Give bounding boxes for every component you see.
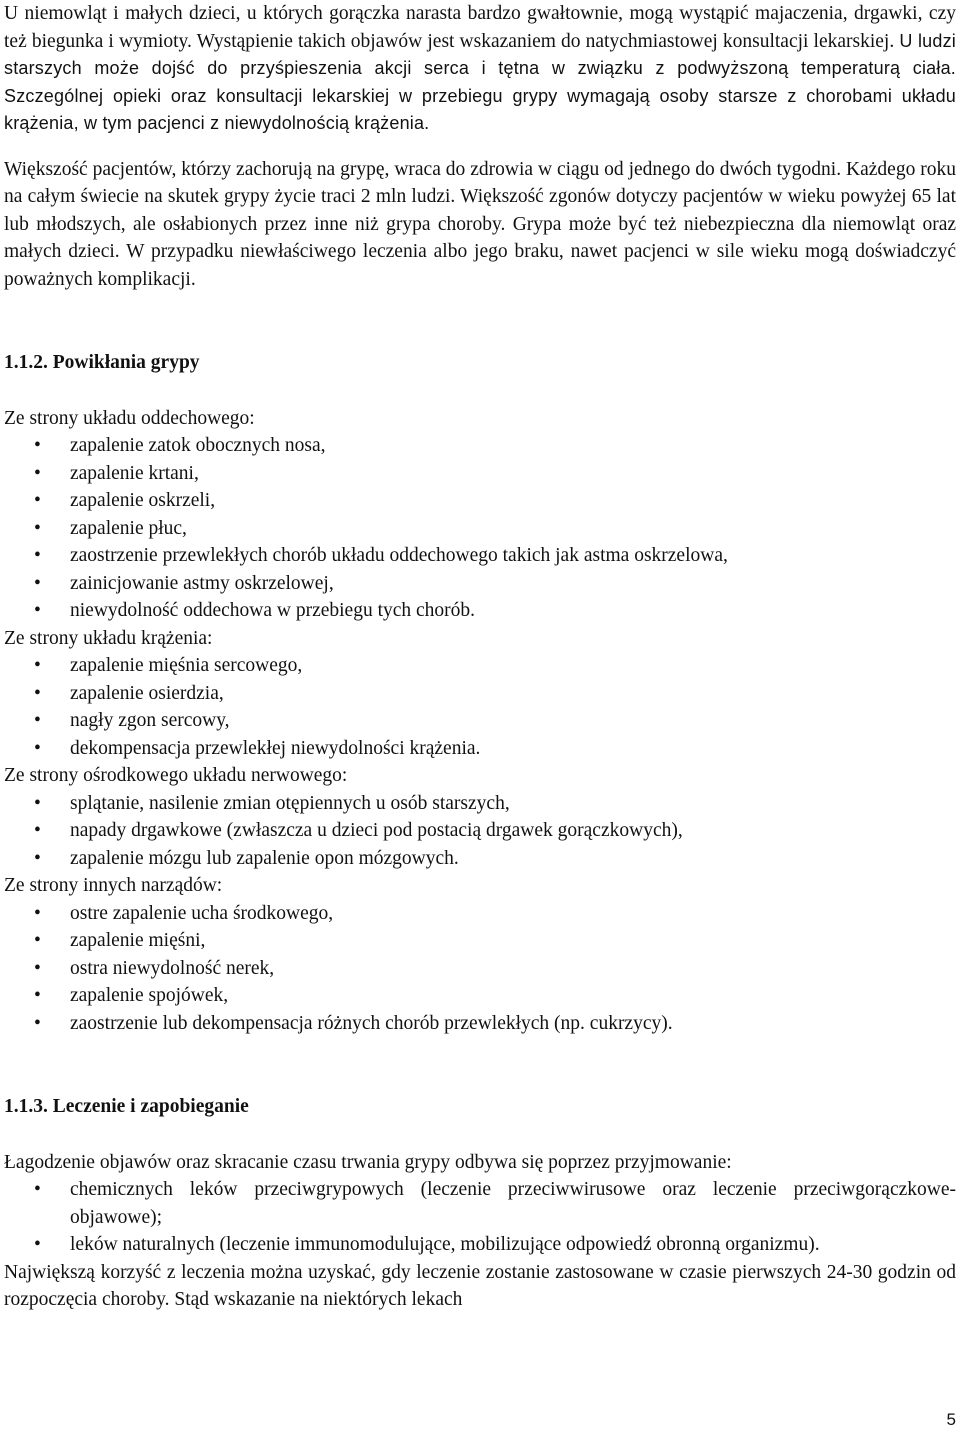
list-item: • splątanie, nasilenie zmian otępiennych u osób starszych, xyxy=(4,790,956,818)
treatment-list xyxy=(4,1176,956,1259)
bullet-icon: • xyxy=(34,490,41,511)
complications-group-respiratory xyxy=(4,405,956,625)
list-item: • zaostrzenie przewlekłych chorób układu oddechowego takich jak astma oskrzelowa, xyxy=(4,542,956,570)
spacer xyxy=(4,138,956,156)
list-item: • ostre zapalenie ucha środkowego, xyxy=(4,900,956,928)
complications-group-nervous xyxy=(4,762,956,872)
section-heading-complications: 1.1.2. Powikłania grypy xyxy=(4,352,200,373)
bullet-icon: • xyxy=(34,462,41,484)
group-title: Ze strony ośrodkowego układu nerwowego: xyxy=(4,765,348,786)
list-item: • niewydolność oddechowa w przebiegu tych chorób. xyxy=(4,597,956,625)
bullet-icon: • xyxy=(34,985,41,1006)
bullet-icon: • xyxy=(34,710,41,731)
bullet-icon: • xyxy=(34,655,41,676)
bullet-icon: • xyxy=(34,957,41,979)
bullet-icon: • xyxy=(34,517,41,539)
spacer xyxy=(4,293,956,349)
bullet-icon: • xyxy=(34,600,41,621)
bullet-icon: • xyxy=(34,930,41,951)
list-item: • zapalenie mózgu lub zapalenie opon mózgowych. xyxy=(4,845,956,873)
complications-group-other-organs xyxy=(4,872,956,1037)
document-page xyxy=(4,0,956,1314)
treatment-closing-paragraph: Największą korzyść z leczenia można uzyskać, gdy leczenie zostanie zastosowane w czasie pierwszych 24-30 godzin od rozpoczęcia choroby. Stąd wskazanie na niektórych lekach xyxy=(4,1261,956,1310)
bullet-icon: • xyxy=(34,1012,41,1034)
intro-infant-text: U niemowląt i małych dzieci, u których gorączka narasta bardzo gwałtownie, mogą wystąpić majaczenia, drgawki, czy też biegunka i wymioty. Wystąpienie takich objawów jest wskazaniem do natychmiastowej konsultacji lekarskiej. xyxy=(4,3,956,52)
bullet-icon: • xyxy=(34,545,41,566)
section-heading-treatment: 1.1.3. Leczenie i zapobieganie xyxy=(4,1096,249,1117)
bullet-icon: • xyxy=(34,1179,41,1200)
intro-elderly-text: U ludzi starszych może dojść do przyśpieszenia akcji serca i tętna w związku z podwyższoną temperaturą ciała. Szczególnej opieki oraz konsultacji lekarskiej w przebiegu grypy wymagają osoby starsze z chorobami układu krążenia, w tym pacjenci z niewydolnością krążenia. xyxy=(4,30,956,133)
list-item: • zapalenie mięśni, xyxy=(4,927,956,955)
list-item: • zapalenie krtani, xyxy=(4,460,956,488)
bullet-icon: • xyxy=(34,792,41,814)
list-item: • zainicjowanie astmy oskrzelowej, xyxy=(4,570,956,598)
list-item: • zapalenie zatok obocznych nosa, xyxy=(4,432,956,460)
intro-paragraph-2: Większość pacjentów, którzy zachorują na grypę, wraca do zdrowia w ciągu od jednego do dwóch tygodni. Każdego roku na całym świecie na skutek grypy życie traci 2 mln ludzi. Większość zgonów dotyczy pacjentów w wieku powyżej 65 lat lub młodszych, ale osłabionych przez inne niż grypa choroby. Grypa może być też niebezpieczna dla niemowląt oraz małych dzieci. W przypadku niewłaściwego leczenia albo jego braku, nawet pacjenci w sile wieku mogą doświadczyć poważnych komplikacji. xyxy=(4,158,956,290)
list-item: • zapalenie oskrzeli, xyxy=(4,487,956,515)
intro-paragraph-1 xyxy=(4,0,956,138)
list-item: • nagły zgon sercowy, xyxy=(4,707,956,735)
bullet-icon: • xyxy=(34,847,41,869)
list-item: • ostra niewydolność nerek, xyxy=(4,955,956,983)
bullet-icon: • xyxy=(34,572,41,594)
bullet-list xyxy=(4,652,956,762)
bullet-icon: • xyxy=(34,902,41,924)
list-item: • zapalenie mięśnia sercowego, xyxy=(4,652,956,680)
treatment-lead: Łagodzenie objawów oraz skracanie czasu trwania grypy odbywa się poprzez przyjmowanie: xyxy=(4,1151,732,1173)
bullet-icon: • xyxy=(34,435,41,456)
bullet-icon: • xyxy=(34,820,41,841)
list-item: • napady drgawkowe (zwłaszcza u dzieci pod postacią drgawek gorączkowych), xyxy=(4,817,956,845)
list-item: • dekompensacja przewlekłej niewydolności krążenia. xyxy=(4,735,956,763)
bullet-icon: • xyxy=(34,737,41,759)
page-number: 5 xyxy=(946,1410,956,1429)
bullet-list xyxy=(4,432,956,625)
list-item: • zapalenie płuc, xyxy=(4,515,956,543)
list-item: • zapalenie osierdzia, xyxy=(4,680,956,708)
bullet-list xyxy=(4,790,956,873)
group-title: Ze strony układu krążenia: xyxy=(4,627,213,649)
list-item: • zaostrzenie lub dekompensacja różnych chorób przewlekłych (np. cukrzycy). xyxy=(4,1010,956,1038)
spacer xyxy=(4,1037,956,1093)
complications-group-circulatory xyxy=(4,625,956,763)
group-title: Ze strony układu oddechowego: xyxy=(4,407,255,429)
bullet-icon: • xyxy=(34,1234,41,1255)
spacer xyxy=(4,377,956,405)
group-title: Ze strony innych narządów: xyxy=(4,875,223,896)
list-item: • leków naturalnych (leczenie immunomodulujące, mobilizujące odpowiedź obronną organizmu). xyxy=(4,1231,956,1259)
bullet-list xyxy=(4,900,956,1038)
list-item: • zapalenie spojówek, xyxy=(4,982,956,1010)
spacer xyxy=(4,1121,956,1149)
bullet-icon: • xyxy=(34,682,41,704)
list-item: • chemicznych leków przeciwgrypowych (leczenie przeciwwirusowe oraz leczenie przeciwgorączkowe- objawowe); xyxy=(4,1176,956,1231)
